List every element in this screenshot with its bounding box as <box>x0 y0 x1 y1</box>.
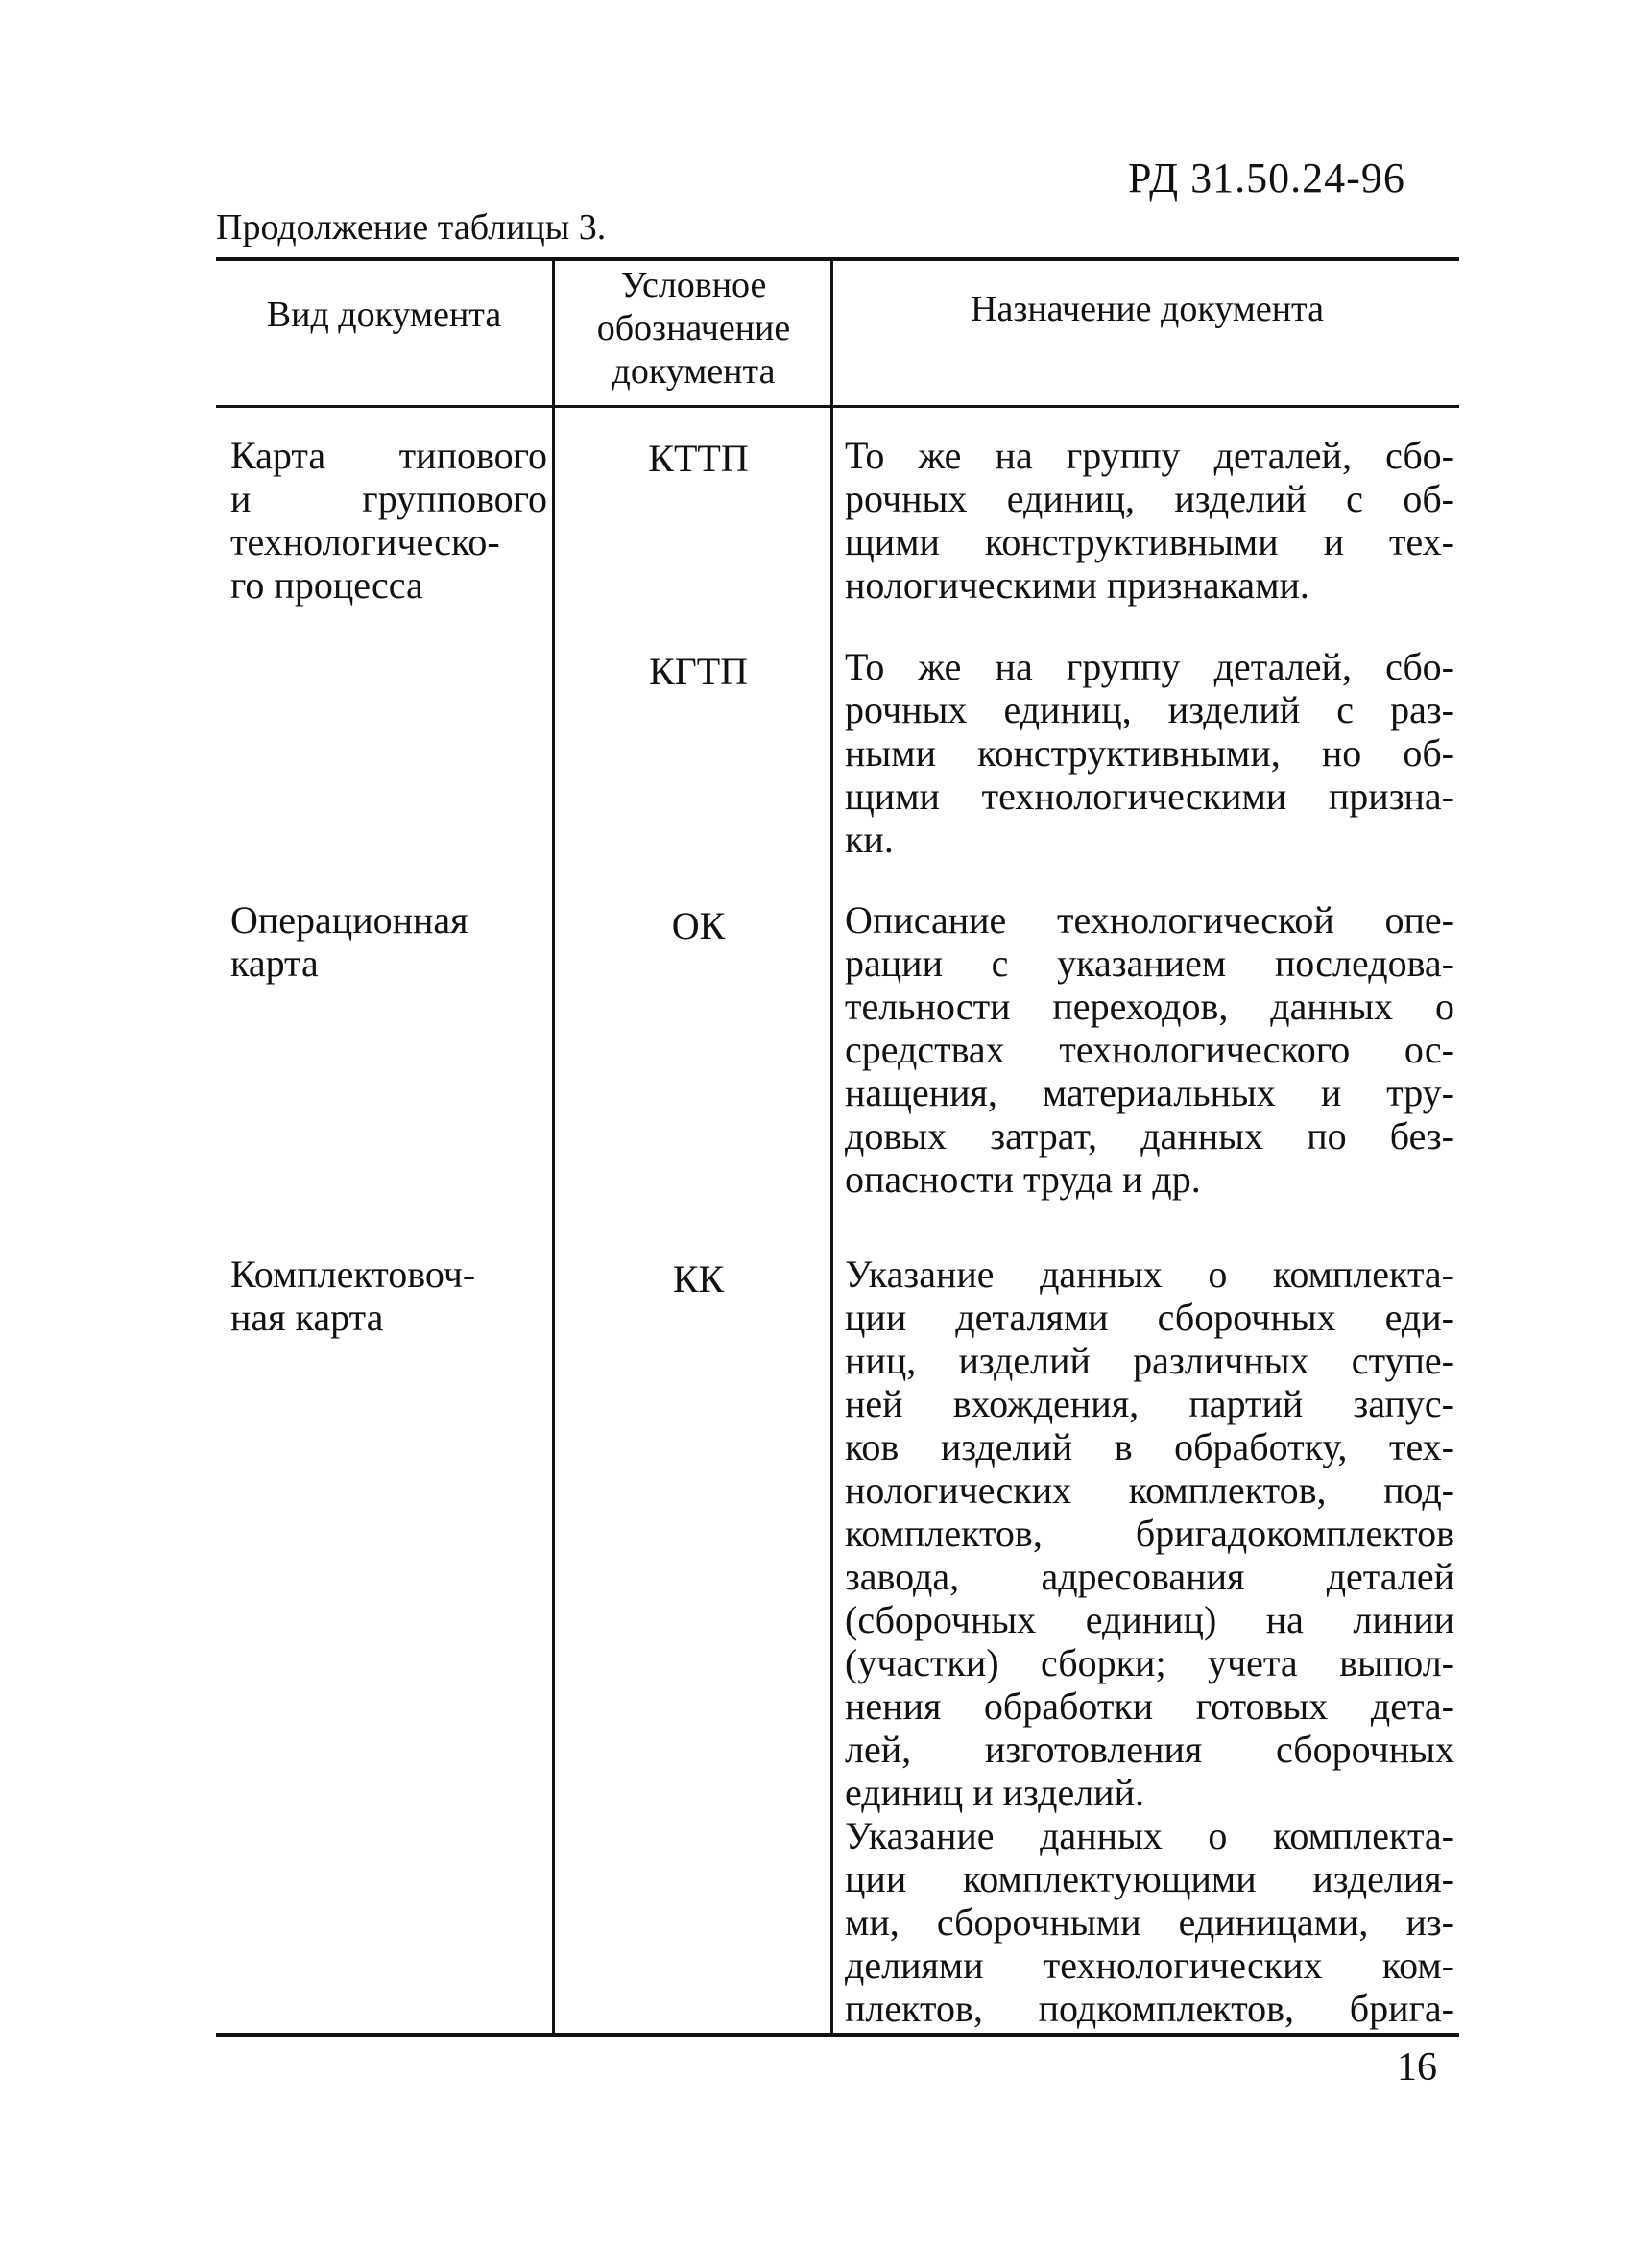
purpose-line: щими конструктивными и тех- <box>845 520 1454 563</box>
purpose-line: То же на группу деталей, сбо- <box>845 434 1454 477</box>
purpose-line: опасности труда и др. <box>845 1158 1201 1201</box>
purpose-line: Указание данных о комплекта- <box>845 1814 1454 1857</box>
purpose-line: ции деталями сборочных еди- <box>845 1296 1454 1339</box>
purpose-line: нологических комплектов, под- <box>845 1468 1454 1512</box>
purpose-line: ниц, изделий различных ступе- <box>845 1339 1454 1382</box>
purpose-line: рочных единиц, изделий с раз- <box>845 688 1454 731</box>
purpose-line: ней вхождения, партий запус- <box>845 1382 1454 1425</box>
type-line: Карта типового <box>230 434 547 477</box>
document-purpose <box>845 898 1454 1201</box>
purpose-line: ции комплектующими изделия- <box>845 1857 1454 1900</box>
purpose-line: лей, изготовления сборочных <box>845 1728 1454 1771</box>
purpose-line: рации с указанием последова- <box>845 942 1454 985</box>
type-line: ная карта <box>230 1296 384 1339</box>
table-header-rule <box>216 405 1459 408</box>
purpose-line: ми, сборочными единицами, из- <box>845 1900 1454 1944</box>
type-line: технологическо- <box>230 520 500 563</box>
purpose-line: Указание данных о комплекта- <box>845 1253 1454 1296</box>
purpose-line: (сборочных единиц) на линии <box>845 1598 1454 1641</box>
type-line: и группового <box>230 477 547 520</box>
purpose-line: комплектов, бригадокомплектов <box>845 1512 1454 1555</box>
purpose-line: нологическими признаками. <box>845 563 1309 607</box>
column-divider-2 <box>830 257 833 2035</box>
document-code-cell: КК <box>672 1257 725 1301</box>
table-bottom-rule <box>216 2033 1459 2037</box>
column-header-purpose: Назначение документа <box>971 289 1324 329</box>
type-line: Комплектовоч- <box>230 1253 476 1296</box>
purpose-line: щими технологическими призна- <box>845 775 1454 818</box>
purpose-line: ков изделий в обработку, тех- <box>845 1425 1454 1468</box>
purpose-line: ными конструктивными, но об- <box>845 731 1454 775</box>
document-purpose <box>845 434 1454 607</box>
purpose-line: плектов, подкомплектов, брига- <box>845 1987 1454 2030</box>
document-type <box>230 1253 547 1339</box>
document-purpose <box>845 1253 1454 2030</box>
table-top-rule <box>216 257 1459 261</box>
document-code-cell: КТТП <box>648 437 749 480</box>
document-type <box>230 898 547 985</box>
purpose-line: То же на группу деталей, сбо- <box>845 645 1454 688</box>
purpose-line: средствах технологического ос- <box>845 1028 1454 1071</box>
purpose-line: нения обработки готовых дета- <box>845 1684 1454 1728</box>
page-number: 16 <box>1397 2045 1437 2089</box>
purpose-line: тельности переходов, данных о <box>845 985 1454 1028</box>
purpose-line: Описание технологической опе- <box>845 898 1454 942</box>
type-line: карта <box>230 942 319 985</box>
purpose-line: нащения, материальных и тру- <box>845 1071 1454 1114</box>
type-line: Операционная <box>230 898 468 942</box>
purpose-line: довых затрат, данных по без- <box>845 1114 1454 1158</box>
column-header-type: Вид документа <box>266 295 502 335</box>
table-continuation-caption: Продолжение таблицы 3. <box>216 207 607 248</box>
document-type <box>230 434 547 607</box>
purpose-line: (участки) сборки; учета выпол- <box>845 1641 1454 1684</box>
document-code: РД 31.50.24-96 <box>1128 155 1405 202</box>
purpose-line: единиц и изделий. <box>845 1771 1144 1814</box>
purpose-line: завода, адресования деталей <box>845 1555 1454 1598</box>
document-code-cell: КГТП <box>648 650 749 693</box>
purpose-line: рочных единиц, изделий с об- <box>845 477 1454 520</box>
type-line: го процесса <box>230 563 423 607</box>
column-header-code: Условное обозначение документа <box>596 265 791 392</box>
document-purpose <box>845 645 1454 861</box>
column-divider-1 <box>552 257 555 2035</box>
purpose-line: делиями технологических ком- <box>845 1944 1454 1987</box>
document-code-cell: ОК <box>671 904 726 947</box>
purpose-line: ки. <box>845 818 894 861</box>
